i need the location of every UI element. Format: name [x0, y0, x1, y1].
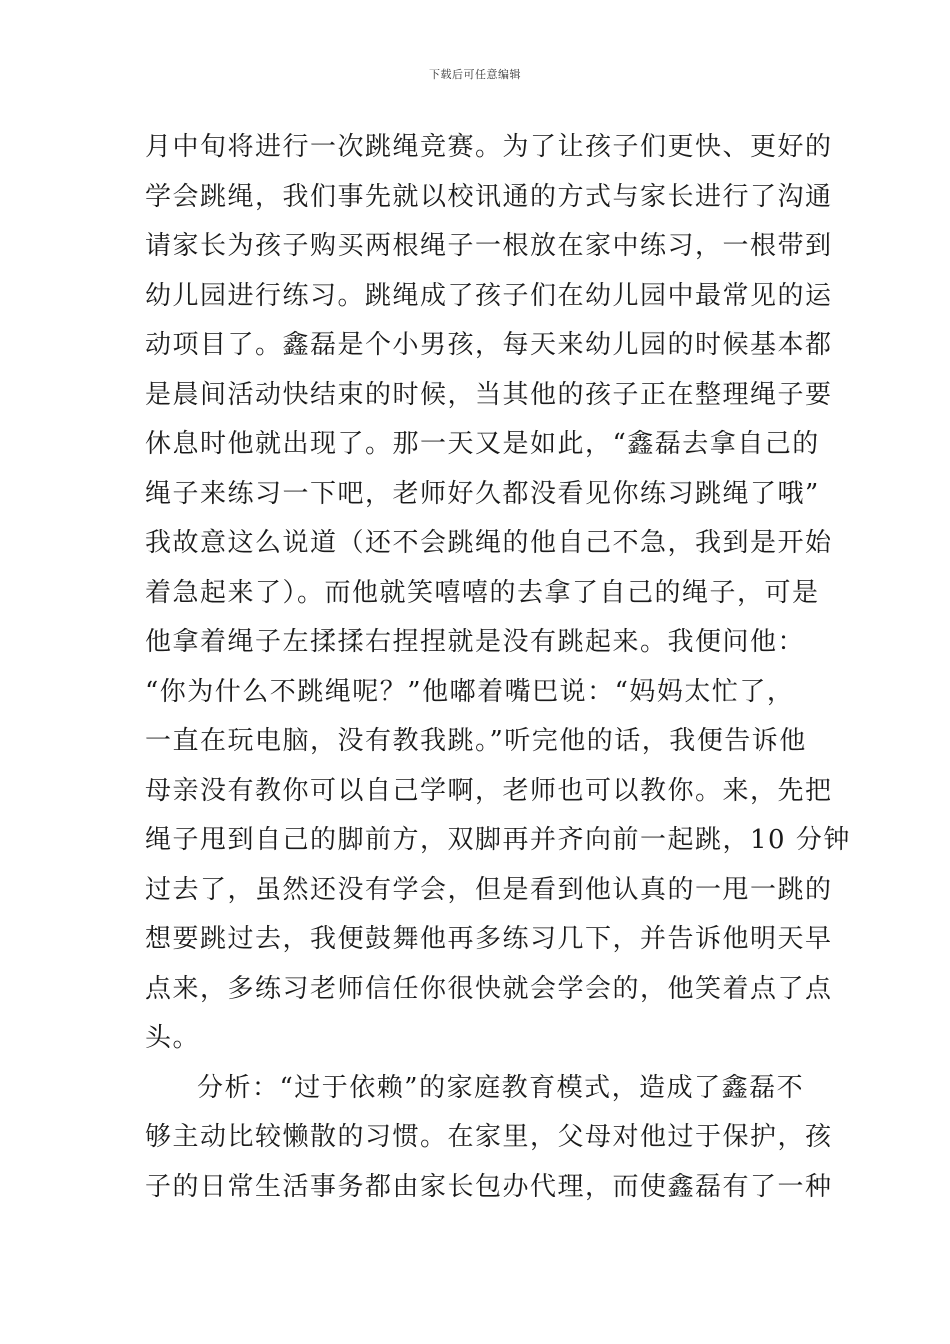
paragraph-line: 学会跳绳，我们事先就以校讯通的方式与家长进行了沟通 [145, 181, 833, 212]
paragraph-line: 他拿着绳子左揉揉右捏捏就是没有跳起来。我便问他： [145, 627, 806, 657]
paragraph-line: “你为什么不跳绳呢？”他嘟着嘴巴说：“妈妈太忙了， [145, 676, 795, 707]
paragraph-analysis [145, 1064, 833, 1213]
paragraph-line: 头。 [145, 1023, 201, 1053]
paragraph-line: 幼儿园进行练习。跳绳成了孩子们在幼儿园中最常见的运 [145, 280, 833, 311]
paragraph-line: 着急起来了）。而他就笑嘻嘻的去拿了自己的绳子，可是 [145, 577, 820, 608]
paragraph-line: 是晨间活动快结束的时候，当其他的孩子正在整理绳子要 [145, 379, 833, 410]
paragraph-line: 母亲没有教你可以自己学啊，老师也可以教你。来，先把 [145, 775, 833, 806]
page-header: 下载后可任意编辑 [429, 68, 521, 81]
paragraph-line: 够主动比较懒散的习惯。在家里，父母对他过于保护，孩 [145, 1122, 833, 1152]
paragraph-line: 子的日常生活事务都由家长包办代理，而使鑫磊有了一种 [145, 1171, 833, 1202]
paragraph-line: 过去了，虽然还没有学会，但是看到他认真的一甩一跳的 [145, 874, 833, 905]
paragraph-line: 绳子来练习一下吧，老师好久都没看见你练习跳绳了哦” [145, 478, 820, 509]
paragraph-line: 月中旬将进行一次跳绳竞赛。为了让孩子们更快、更好的 [145, 132, 833, 162]
paragraph-story [145, 123, 851, 1064]
paragraph-line: 点来，多练习老师信任你很快就会学会的，他笑着点了点 [145, 973, 833, 1004]
paragraph-line: 我故意这么说道（还不会跳绳的他自己不急，我到是开始 [145, 528, 833, 558]
paragraph-line: 分析：“过于依赖”的家庭教育模式，造成了鑫磊不 [197, 1072, 805, 1103]
paragraph-line: 绳子甩到自己的脚前方，双脚再并齐向前一起跳，10 分钟 [145, 825, 851, 855]
paragraph-line: 想要跳过去，我便鼓舞他再多练习几下，并告诉他明天早 [145, 924, 833, 954]
paragraph-line: 一直在玩电脑，没有教我跳。”听完他的话，我便告诉他 [145, 726, 807, 756]
paragraph-line: 休息时他就出现了。那一天又是如此，“鑫磊去拿自己的 [145, 429, 820, 459]
body-text [145, 123, 851, 1212]
paragraph-line: 动项目了。鑫磊是个小男孩，每天来幼儿园的时候基本都 [145, 330, 833, 360]
paragraph-line: 请家长为孩子购买两根绳子一根放在家中练习，一根带到 [145, 231, 833, 261]
